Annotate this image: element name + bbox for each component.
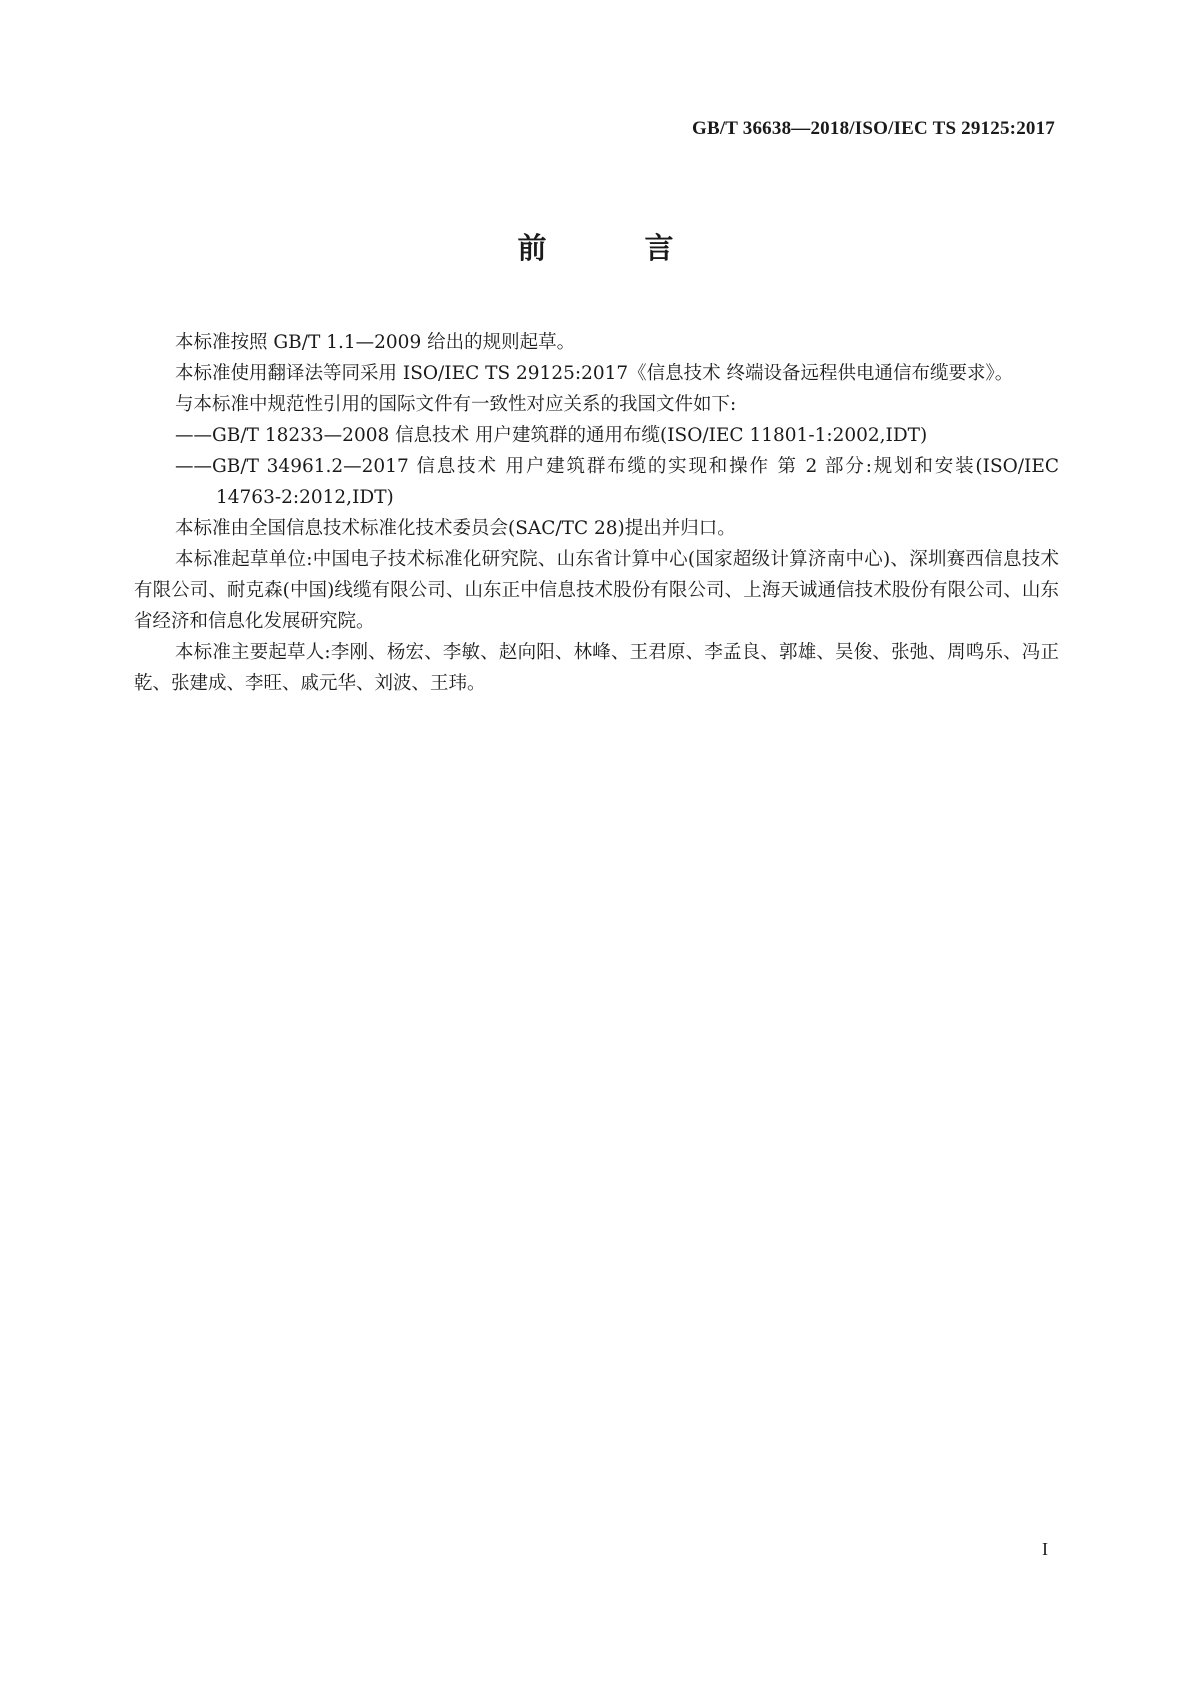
paragraph-committee: 本标准由全国信息技术标准化技术委员会(SAC/TC 28)提出并归口。 <box>175 518 736 539</box>
reference-item: ——GB/T 18233—2008 信息技术 用户建筑群的通用布缆(ISO/IEC 11801-1:2002,IDT) <box>175 425 928 446</box>
paragraph-drafters: 本标准主要起草人:李刚、杨宏、李敏、赵向阳、林峰、王君原、李孟良、郭雄、吴俊、张弛、周鸣乐、冯正乾、张建成、李旺、戚元华、刘波、王玮。 <box>134 642 1059 694</box>
page-title: 前 言 <box>517 231 718 265</box>
paragraph-adoption: 本标准使用翻译法等同采用 ISO/IEC TS 29125:2017《信息技术 终端设备远程供电通信布缆要求》。 <box>175 363 1014 384</box>
paragraph-correspondence-intro: 与本标准中规范性引用的国际文件有一致性对应关系的我国文件如下: <box>175 394 737 415</box>
document-header: GB/T 36638—2018/ISO/IEC TS 29125:2017 <box>691 118 1055 139</box>
paragraph-drafting-units: 本标准起草单位:中国电子技术标准化研究院、山东省计算中心(国家超级计算济南中心)、深圳赛西信息技术有限公司、耐克森(中国)线缆有限公司、山东正中信息技术股份有限公司、上海天诚通信技术股份有限公司、山东省经济和信息化发展研究院。 <box>134 549 1059 632</box>
page-number: I <box>1042 1539 1048 1559</box>
foreword-body <box>134 327 1059 699</box>
reference-item: ——GB/T 34961.2—2017 信息技术 用户建筑群布缆的实现和操作 第 2 部分:规划和安装(ISO/IEC 14763-2:2012,IDT) <box>175 456 1059 508</box>
paragraph-drafting-rules: 本标准按照 GB/T 1.1—2009 给出的规则起草。 <box>175 332 576 353</box>
